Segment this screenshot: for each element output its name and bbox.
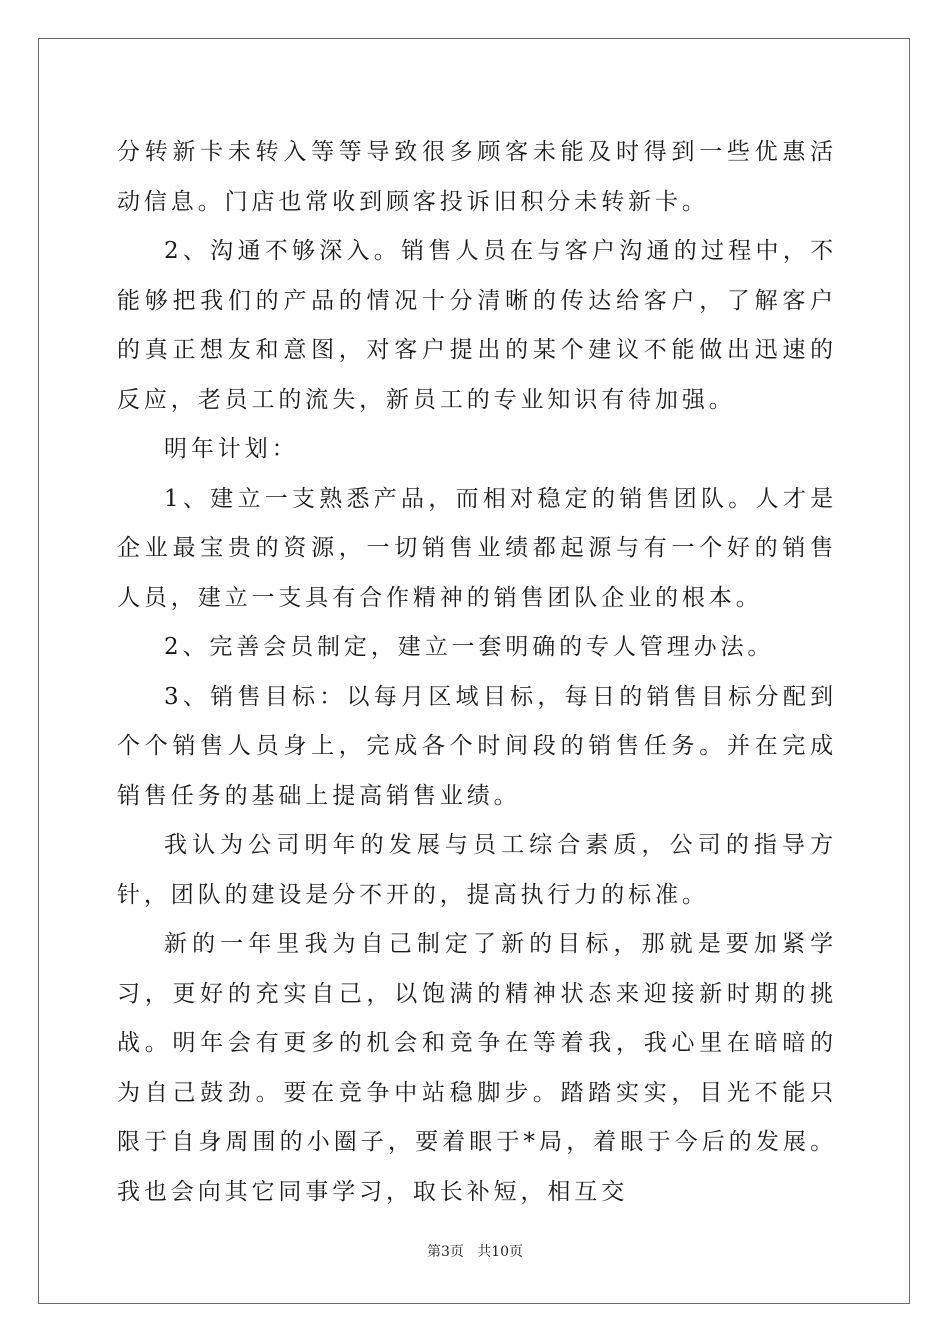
paragraph: 1、建立一支熟悉产品，而相对稳定的销售团队。人才是企业最宝贵的资源，一切销售业绩都起源与有一个好的销售人员，建立一支具有合作精神的销售团队企业的根本。	[117, 485, 837, 611]
paragraph-heading: 明年计划：	[164, 436, 299, 462]
paragraph: 分转新卡未转入等等导致很多顾客未能及时得到一些优惠活动信息。门店也常收到顾客投诉旧积分未转新卡。	[117, 139, 837, 215]
paragraph: 2、完善会员制定，建立一套明确的专人管理办法。	[164, 634, 775, 660]
document-body	[117, 128, 837, 1217]
paragraph: 我认为公司明年的发展与员工综合素质，公司的指导方针，团队的建设是分不开的，提高执行力的标准。	[117, 832, 837, 908]
paragraph: 3、销售目标：以每月区域目标，每日的销售目标分配到个个销售人员身上，完成各个时间段的销售任务。并在完成销售任务的基础上提高销售业绩。	[117, 683, 837, 809]
paragraph: 2、沟通不够深入。销售人员在与客户沟通的过程中，不能够把我们的产品的情况十分清晰的传达给客户，了解客户的真正想友和意图，对客户提出的某个建议不能做出迅速的反应，老员工的流失，新员工的专业知识有待加强。	[117, 238, 837, 413]
paragraph: 新的一年里我为自己制定了新的目标，那就是要加紧学习，更好的充实自己，以饱满的精神状态来迎接新时期的挑战。明年会有更多的机会和竞争在等着我，我心里在暗暗的为自己鼓劲。要在竞争中站稳脚步。踏踏实实，目光不能只限于自身周围的小圈子，要着眼于*局，着眼于今后的发展。我也会向其它同事学习，取长补短，相互交	[117, 931, 837, 1205]
page-number-footer: 第3页 共10页	[426, 1244, 524, 1260]
